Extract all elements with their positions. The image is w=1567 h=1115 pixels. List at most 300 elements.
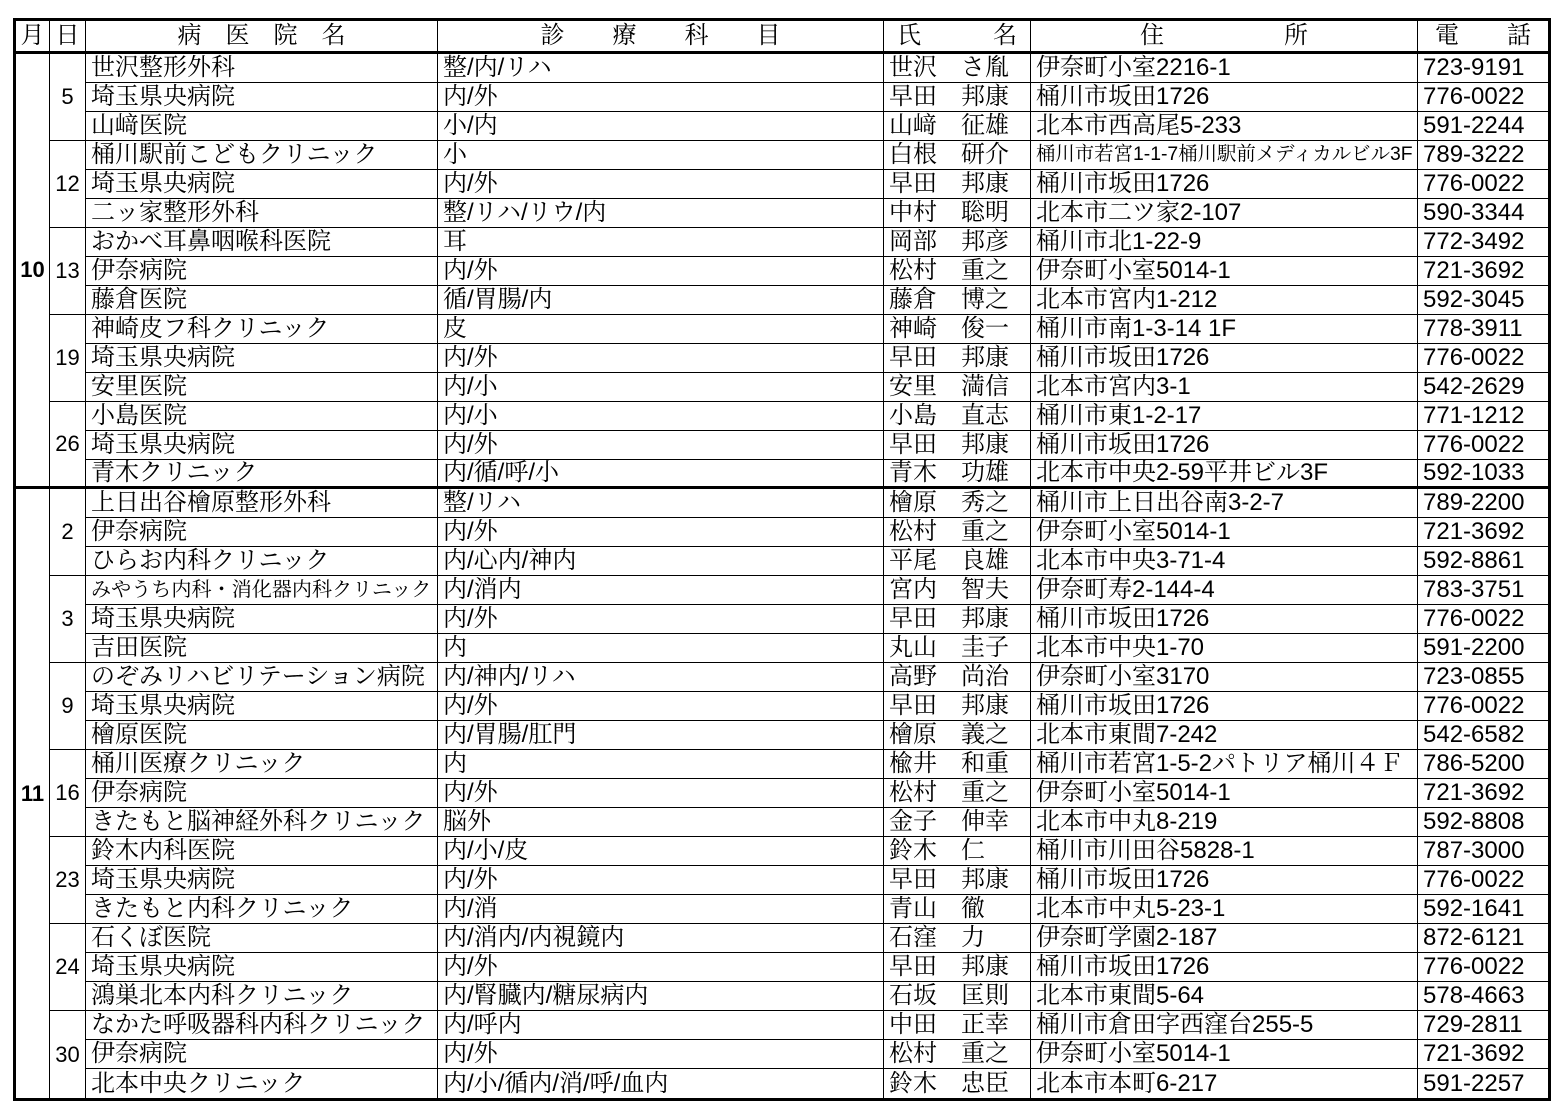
address: 桶川市川田谷5828-1: [1036, 837, 1255, 864]
phone-number: 776-0022: [1423, 83, 1525, 110]
clinic-cell: [86, 1011, 438, 1040]
clinic-name: 埼玉県央病院: [91, 170, 235, 197]
address: 北本市中央1-70: [1036, 634, 1205, 661]
doctor-name: 松村 重之: [889, 518, 1009, 545]
phone-cell: [1418, 402, 1548, 431]
phone-number: 771-1212: [1423, 402, 1525, 429]
address: 桶川市坂田1726: [1036, 431, 1210, 458]
phone-number: 776-0022: [1423, 344, 1525, 371]
doctor-name: 檜原 秀之: [889, 489, 1009, 516]
doctor-name: 早田 邦康: [889, 170, 1009, 197]
header-phone-label: 電 話: [1435, 22, 1531, 49]
department-cell: [438, 750, 884, 779]
address-cell: [1031, 286, 1418, 315]
doctor-cell: [884, 431, 1031, 460]
clinic-cell: [86, 286, 438, 315]
phone-number: 721-3692: [1423, 1040, 1525, 1067]
department-cell: [438, 1069, 884, 1098]
address-cell: [1031, 1011, 1418, 1040]
department-cell: [438, 402, 884, 431]
phone-number: 542-6582: [1423, 721, 1525, 748]
address: 桶川市倉田字西窪台255-5: [1036, 1011, 1314, 1038]
doctor-cell: [884, 228, 1031, 257]
clinic-cell: [86, 170, 438, 199]
doctor-cell: [884, 576, 1031, 605]
address-cell: [1031, 953, 1418, 982]
clinic-cell: [86, 1040, 438, 1069]
clinic-name: きたもと脳神経外科クリニック: [91, 808, 426, 835]
department: 内/心内/神内: [443, 547, 577, 574]
clinic-name: 北本中央クリニック: [91, 1069, 306, 1097]
department-cell: [438, 199, 884, 228]
month-cell: [16, 489, 50, 1098]
day-label: 23: [55, 867, 80, 892]
day-label: 13: [55, 258, 80, 283]
clinic-cell: [86, 779, 438, 808]
header-address-label: 住 所: [1140, 22, 1308, 49]
clinic-name: 埼玉県央病院: [91, 692, 235, 719]
phone-cell: [1418, 982, 1548, 1011]
department-cell: [438, 808, 884, 837]
clinic-cell: [86, 866, 438, 895]
phone-cell: [1418, 489, 1548, 518]
clinic-name: 埼玉県央病院: [91, 431, 235, 458]
phone-cell: [1418, 112, 1548, 141]
doctor-name: 石窪 力: [889, 924, 985, 951]
doctor-name: 山﨑 征雄: [889, 112, 1009, 139]
doctor-cell: [884, 286, 1031, 315]
department: 内/腎臓内/糖尿病内: [443, 982, 649, 1009]
doctor-cell: [884, 634, 1031, 663]
address-cell: [1031, 228, 1418, 257]
doctor-name: 早田 邦康: [889, 605, 1009, 632]
department-cell: [438, 953, 884, 982]
department: 内/小: [443, 402, 498, 429]
clinic-cell: [86, 112, 438, 141]
clinic-cell: [86, 750, 438, 779]
month-label: 10: [20, 257, 45, 282]
address: 北本市本町6-217: [1036, 1069, 1218, 1097]
phone-number: 787-3000: [1423, 837, 1525, 864]
clinic-cell: [86, 721, 438, 750]
day-label: 16: [55, 780, 80, 805]
clinic-name: 藤倉医院: [91, 286, 187, 313]
day-cell: [50, 576, 86, 663]
address: 北本市宮内3-1: [1036, 373, 1191, 400]
department-cell: [438, 460, 884, 489]
doctor-cell: [884, 1069, 1031, 1098]
clinic-cell: [86, 315, 438, 344]
clinic-name: ひらお内科クリニック: [91, 547, 330, 574]
doctor-name: 宮内 智夫: [889, 576, 1009, 603]
doctor-cell: [884, 402, 1031, 431]
address: 桶川市坂田1726: [1036, 692, 1210, 719]
phone-cell: [1418, 750, 1548, 779]
clinic-cell: [86, 54, 438, 83]
day-cell: [50, 402, 86, 489]
address-cell: [1031, 170, 1418, 199]
department-cell: [438, 83, 884, 112]
clinic-name: 上日出谷檜原整形外科: [91, 489, 331, 516]
department: 内/外: [443, 344, 498, 371]
clinic-cell: [86, 895, 438, 924]
doctor-name: 小島 直志: [889, 402, 1009, 429]
phone-cell: [1418, 692, 1548, 721]
phone-number: 772-3492: [1423, 228, 1525, 255]
phone-number: 721-3692: [1423, 779, 1525, 806]
phone-number: 721-3692: [1423, 518, 1525, 545]
doctor-cell: [884, 866, 1031, 895]
clinic-name: 伊奈病院: [91, 518, 187, 545]
department: 内/小: [443, 373, 498, 400]
doctor-name: 金子 伸幸: [889, 808, 1009, 835]
clinic-cell: [86, 402, 438, 431]
day-label: 12: [55, 171, 80, 196]
address: 伊奈町寿2-144-4: [1036, 576, 1215, 603]
doctor-name: 高野 尚治: [889, 663, 1009, 690]
address: 桶川市坂田1726: [1036, 344, 1210, 371]
phone-number: 591-2257: [1423, 1069, 1525, 1097]
department: 内/外: [443, 431, 498, 458]
clinic-name: 小島医院: [91, 402, 187, 429]
clinic-cell: [86, 576, 438, 605]
doctor-cell: [884, 344, 1031, 373]
address: 桶川市上日出谷南3-2-7: [1036, 489, 1285, 516]
department: 内/小/皮: [443, 837, 529, 864]
phone-number: 592-1641: [1423, 895, 1525, 922]
department: 整/内/リハ: [443, 54, 552, 81]
clinic-name: 埼玉県央病院: [91, 953, 235, 980]
phone-number: 872-6121: [1423, 924, 1525, 951]
day-cell: [50, 1011, 86, 1098]
address: 北本市西高尾5-233: [1036, 112, 1242, 139]
doctor-name: 早田 邦康: [889, 953, 1009, 980]
day-cell: [50, 489, 86, 576]
phone-cell: [1418, 605, 1548, 634]
phone-cell: [1418, 344, 1548, 373]
address-cell: [1031, 634, 1418, 663]
doctor-name: 早田 邦康: [889, 344, 1009, 371]
header-clinic-label: 病 医 院 名: [177, 22, 346, 49]
clinic-name: 吉田医院: [91, 634, 187, 661]
address-cell: [1031, 199, 1418, 228]
phone-cell: [1418, 1069, 1548, 1098]
phone-cell: [1418, 547, 1548, 576]
phone-cell: [1418, 286, 1548, 315]
department-cell: [438, 547, 884, 576]
department-cell: [438, 1040, 884, 1069]
phone-number: 592-8861: [1423, 547, 1525, 574]
department-cell: [438, 605, 884, 634]
address-cell: [1031, 547, 1418, 576]
phone-number: 776-0022: [1423, 692, 1525, 719]
phone-number: 778-3911: [1423, 315, 1523, 342]
phone-number: 591-2244: [1423, 112, 1525, 139]
doctor-cell: [884, 895, 1031, 924]
department-cell: [438, 982, 884, 1011]
address-cell: [1031, 576, 1418, 605]
doctor-name: 岡部 邦彦: [889, 228, 1009, 255]
day-cell: [50, 750, 86, 837]
department-cell: [438, 431, 884, 460]
clinic-name: 埼玉県央病院: [91, 866, 235, 893]
department: 耳: [443, 228, 467, 255]
phone-cell: [1418, 924, 1548, 953]
header-month-label: 月: [20, 22, 45, 49]
day-cell: [50, 228, 86, 315]
duty-roster-table: [13, 18, 1551, 1101]
phone-number: 789-2200: [1423, 489, 1525, 516]
doctor-name: 檜原 義之: [889, 721, 1009, 748]
department-cell: [438, 576, 884, 605]
department: 内/外: [443, 257, 498, 284]
phone-number: 723-9191: [1423, 54, 1525, 81]
department: 内/消: [443, 895, 498, 922]
doctor-cell: [884, 837, 1031, 866]
doctor-cell: [884, 199, 1031, 228]
clinic-cell: [86, 489, 438, 518]
clinic-name: きたもと内科クリニック: [91, 895, 354, 922]
phone-cell: [1418, 779, 1548, 808]
phone-cell: [1418, 1011, 1548, 1040]
department: 内: [443, 634, 467, 661]
clinic-name: 神崎皮フ科クリニック: [91, 315, 330, 342]
clinic-cell: [86, 1069, 438, 1098]
phone-cell: [1418, 1040, 1548, 1069]
clinic-cell: [86, 953, 438, 982]
address-cell: [1031, 895, 1418, 924]
clinic-cell: [86, 83, 438, 112]
address: 伊奈町小室5014-1: [1036, 1040, 1231, 1067]
department: 内/消内: [443, 576, 522, 603]
day-label: 26: [55, 431, 80, 456]
clinic-cell: [86, 344, 438, 373]
clinic-name: みやうち内科・消化器内科クリニック: [91, 578, 432, 601]
phone-cell: [1418, 373, 1548, 402]
doctor-name: 安里 満信: [889, 373, 1009, 400]
clinic-name: 鴻巣北本内科クリニック: [91, 982, 354, 1009]
department: 内/外: [443, 518, 498, 545]
address: 桶川市坂田1726: [1036, 866, 1210, 893]
address: 桶川市坂田1726: [1036, 605, 1210, 632]
doctor-cell: [884, 663, 1031, 692]
clinic-name: 二ッ家整形外科: [91, 199, 259, 226]
department-cell: [438, 721, 884, 750]
department-cell: [438, 141, 884, 170]
day-cell: [50, 141, 86, 228]
department-cell: [438, 170, 884, 199]
day-label: 30: [55, 1041, 80, 1067]
department: 内/外: [443, 866, 498, 893]
month-cell: [16, 54, 50, 489]
phone-number: 592-8808: [1423, 808, 1525, 835]
phone-cell: [1418, 721, 1548, 750]
doctor-name: 中村 聡明: [889, 199, 1009, 226]
address-cell: [1031, 344, 1418, 373]
phone-cell: [1418, 199, 1548, 228]
header-department: [438, 21, 884, 54]
address-cell: [1031, 257, 1418, 286]
address: 桶川市北1-22-9: [1036, 228, 1202, 255]
phone-number: 723-0855: [1423, 663, 1525, 690]
address: 桶川市坂田1726: [1036, 83, 1210, 110]
clinic-cell: [86, 257, 438, 286]
address: 北本市二ツ家2-107: [1036, 199, 1242, 226]
phone-cell: [1418, 663, 1548, 692]
phone-number: 776-0022: [1423, 431, 1525, 458]
month-label: 11: [20, 780, 45, 806]
doctor-cell: [884, 924, 1031, 953]
doctor-cell: [884, 170, 1031, 199]
phone-cell: [1418, 808, 1548, 837]
department: 内/消内/内視鏡内: [443, 924, 625, 951]
doctor-cell: [884, 1011, 1031, 1040]
clinic-cell: [86, 924, 438, 953]
address-cell: [1031, 83, 1418, 112]
address: 伊奈町学園2-187: [1036, 924, 1218, 951]
clinic-cell: [86, 982, 438, 1011]
address: 北本市東間7-242: [1036, 721, 1218, 748]
clinic-cell: [86, 228, 438, 257]
doctor-cell: [884, 460, 1031, 489]
header-clinic: [86, 21, 438, 54]
department-cell: [438, 489, 884, 518]
doctor-name: 松村 重之: [889, 257, 1009, 284]
address-cell: [1031, 808, 1418, 837]
address: 伊奈町小室2216-1: [1036, 54, 1231, 81]
address: 北本市中央3-71-4: [1036, 547, 1226, 574]
address-cell: [1031, 54, 1418, 83]
header-phone: [1418, 21, 1548, 54]
department: 整/リハ/リウ/内: [443, 199, 607, 226]
doctor-cell: [884, 112, 1031, 141]
phone-cell: [1418, 257, 1548, 286]
address-cell: [1031, 924, 1418, 953]
doctor-name: 藤倉 博之: [889, 286, 1009, 313]
doctor-cell: [884, 547, 1031, 576]
address: 北本市宮内1-212: [1036, 286, 1218, 313]
doctor-cell: [884, 779, 1031, 808]
day-label: 9: [61, 693, 74, 718]
doctor-cell: [884, 605, 1031, 634]
phone-cell: [1418, 54, 1548, 83]
phone-number: 591-2200: [1423, 634, 1525, 661]
address-cell: [1031, 112, 1418, 141]
phone-number: 776-0022: [1423, 953, 1525, 980]
address: 北本市中央2-59平井ビル3F: [1036, 460, 1329, 486]
department: 内/循/呼/小: [443, 460, 560, 486]
doctor-name: 石坂 匡則: [889, 982, 1009, 1009]
department-cell: [438, 518, 884, 547]
phone-cell: [1418, 83, 1548, 112]
doctor-name: 丸山 圭子: [889, 634, 1009, 661]
address: 桶川市坂田1726: [1036, 953, 1210, 980]
phone-number: 729-2811: [1423, 1011, 1523, 1038]
department: 整/リハ: [443, 489, 521, 516]
department-cell: [438, 257, 884, 286]
address-cell: [1031, 141, 1418, 170]
address-cell: [1031, 721, 1418, 750]
address: 北本市東間5-64: [1036, 982, 1205, 1009]
phone-cell: [1418, 228, 1548, 257]
header-day-label: 日: [55, 22, 80, 49]
department: 内/外: [443, 953, 498, 980]
doctor-cell: [884, 692, 1031, 721]
clinic-cell: [86, 141, 438, 170]
department: 脳外: [443, 808, 491, 835]
department-cell: [438, 54, 884, 83]
department: 内/外: [443, 779, 498, 806]
doctor-cell: [884, 808, 1031, 837]
clinic-name: おかべ耳鼻咽喉科医院: [91, 228, 331, 255]
address-cell: [1031, 431, 1418, 460]
address: 北本市中丸8-219: [1036, 808, 1218, 835]
address-cell: [1031, 460, 1418, 489]
department-cell: [438, 315, 884, 344]
address: 桶川市若宮1-5-2パトリア桶川４Ｆ: [1036, 750, 1404, 777]
clinic-cell: [86, 460, 438, 489]
clinic-name: 青木クリニック: [91, 460, 258, 486]
clinic-name: 安里医院: [91, 373, 187, 400]
address: 桶川市坂田1726: [1036, 170, 1210, 197]
phone-number: 721-3692: [1423, 257, 1525, 284]
phone-cell: [1418, 170, 1548, 199]
doctor-name: 早田 邦康: [889, 431, 1009, 458]
phone-number: 578-4663: [1423, 982, 1525, 1009]
department: 内/胃腸/肛門: [443, 721, 577, 748]
department-cell: [438, 112, 884, 141]
doctor-name: 平尾 良雄: [889, 547, 1009, 574]
doctor-cell: [884, 54, 1031, 83]
address: 伊奈町小室3170: [1036, 663, 1210, 690]
address-cell: [1031, 692, 1418, 721]
clinic-name: 石くぼ医院: [91, 924, 211, 951]
department-cell: [438, 663, 884, 692]
doctor-cell: [884, 721, 1031, 750]
doctor-cell: [884, 982, 1031, 1011]
doctor-cell: [884, 489, 1031, 518]
doctor-name: 白根 研介: [889, 141, 1009, 168]
address-cell: [1031, 373, 1418, 402]
department: 内/呼内: [443, 1011, 522, 1038]
clinic-name: のぞみリハビリテーション病院: [91, 663, 425, 690]
phone-number: 592-3045: [1423, 286, 1525, 313]
doctor-cell: [884, 83, 1031, 112]
clinic-name: 山﨑医院: [91, 112, 187, 139]
clinic-cell: [86, 605, 438, 634]
address-cell: [1031, 663, 1418, 692]
doctor-name: 神崎 俊一: [889, 315, 1009, 342]
doctor-cell: [884, 257, 1031, 286]
phone-cell: [1418, 634, 1548, 663]
doctor-cell: [884, 141, 1031, 170]
doctor-cell: [884, 518, 1031, 547]
day-label: 2: [61, 519, 74, 544]
clinic-name: 伊奈病院: [91, 779, 187, 806]
phone-cell: [1418, 866, 1548, 895]
phone-cell: [1418, 460, 1548, 489]
doctor-name: 早田 邦康: [889, 866, 1009, 893]
header-day: [50, 21, 86, 54]
department: 内/神内/リハ: [443, 663, 576, 690]
clinic-cell: [86, 431, 438, 460]
department-cell: [438, 373, 884, 402]
phone-cell: [1418, 837, 1548, 866]
clinic-name: 埼玉県央病院: [91, 344, 235, 371]
department-cell: [438, 1011, 884, 1040]
department: 内/外: [443, 1040, 498, 1067]
doctor-name: 早田 邦康: [889, 83, 1009, 110]
